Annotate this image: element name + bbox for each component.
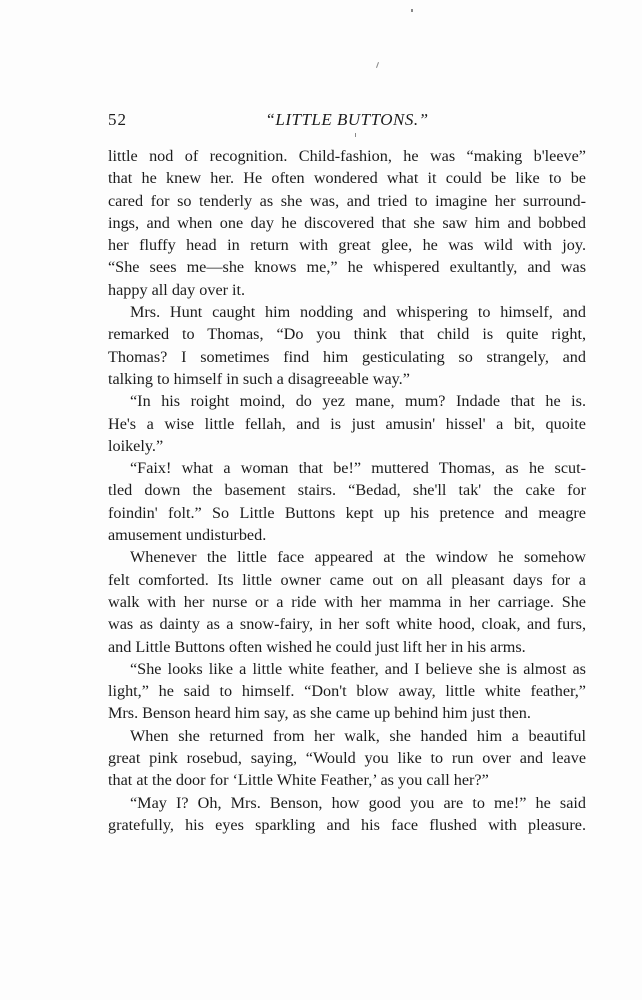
text-line: amusement undisturbed. [108, 526, 267, 545]
scan-speck [411, 9, 413, 12]
text-line: foindin' folt.” So Little Buttons kept up his pretence and meagre [108, 503, 586, 522]
text-line: was as dainty as a snow-fairy, in her soft white hood, cloak, and furs, [108, 615, 586, 634]
text-line: happy all day over it. [108, 280, 246, 299]
text-line: He's a wise little fellah, and is just amusin' hissel' a bit, quoite [108, 414, 586, 433]
text-line: When she returned from her walk, she handed him a beautiful [130, 726, 586, 745]
text-line: her fluffy head in return with great glee, he was wild with joy. [108, 236, 586, 255]
text-line: gratefully, his eyes sparkling and his face flushed with pleasure. [108, 815, 586, 834]
text-line: light,” he said to himself. “Don't blow away, little white feather,” [108, 682, 586, 701]
text-line: cared for so tenderly as she was, and tried to imagine her surround- [108, 191, 586, 210]
text-line: remarked to Thomas, “Do you think that child is quite right, [108, 325, 586, 344]
text-line: tled down the basement stairs. “Bedad, she'll tak' the cake for [108, 481, 586, 500]
text-line: “May I? Oh, Mrs. Benson, how good you are to me!” he said [130, 793, 586, 812]
text-line: Whenever the little face appeared at the window he somehow [130, 548, 586, 567]
text-line: talking to himself in such a disagreeable way.” [108, 369, 410, 388]
paragraph [108, 725, 586, 792]
paragraph [108, 145, 586, 301]
text-line: that at the door for ‘Little White Feather,’ as you call her?” [108, 771, 489, 790]
paragraph [108, 546, 586, 657]
text-line: walk with her nurse or a ride with her mamma in her carriage. She [108, 592, 586, 611]
paragraph [108, 390, 586, 457]
text-line: “In his roight moind, do yez mane, mum? Indade that he is. [130, 392, 586, 411]
running-title: “LITTLE BUTTONS.” [265, 110, 429, 129]
text-line: Mrs. Hunt caught him nodding and whispering to himself, and [130, 303, 586, 322]
text-line: and Little Buttons often wished he could just lift her in his arms. [108, 637, 526, 656]
paragraph [108, 792, 586, 837]
text-line: great pink rosebud, saying, “Would you like to run over and leave [108, 749, 586, 768]
page-header [108, 110, 586, 134]
paragraph [108, 457, 586, 546]
body-text [108, 145, 586, 836]
page-number: 52 [108, 110, 127, 129]
text-line: “Faix! what a woman that be!” muttered Thomas, as he scut- [130, 459, 586, 478]
text-line: Mrs. Benson heard him say, as she came up behind him just then. [108, 704, 531, 723]
text-line: “She looks like a little white feather, and I believe she is almost as [130, 659, 586, 678]
text-line: ings, and when one day he discovered that she saw him and bobbed [108, 213, 586, 232]
paragraph [108, 658, 586, 725]
text-line: that he knew her. He often wondered what it could be like to be [108, 169, 586, 188]
scan-speck [376, 62, 379, 68]
text-line: loikely.” [108, 436, 164, 455]
text-line: Thomas? I sometimes find him gesticulating so strangely, and [108, 347, 586, 366]
text-line: felt comforted. Its little owner came out on all pleasant days for a [108, 570, 586, 589]
text-line: “She sees me—she knows me,” he whispered exultantly, and was [108, 258, 586, 277]
paragraph [108, 301, 586, 390]
text-line: little nod of recognition. Child-fashion, he was “making b'leeve” [108, 147, 586, 165]
